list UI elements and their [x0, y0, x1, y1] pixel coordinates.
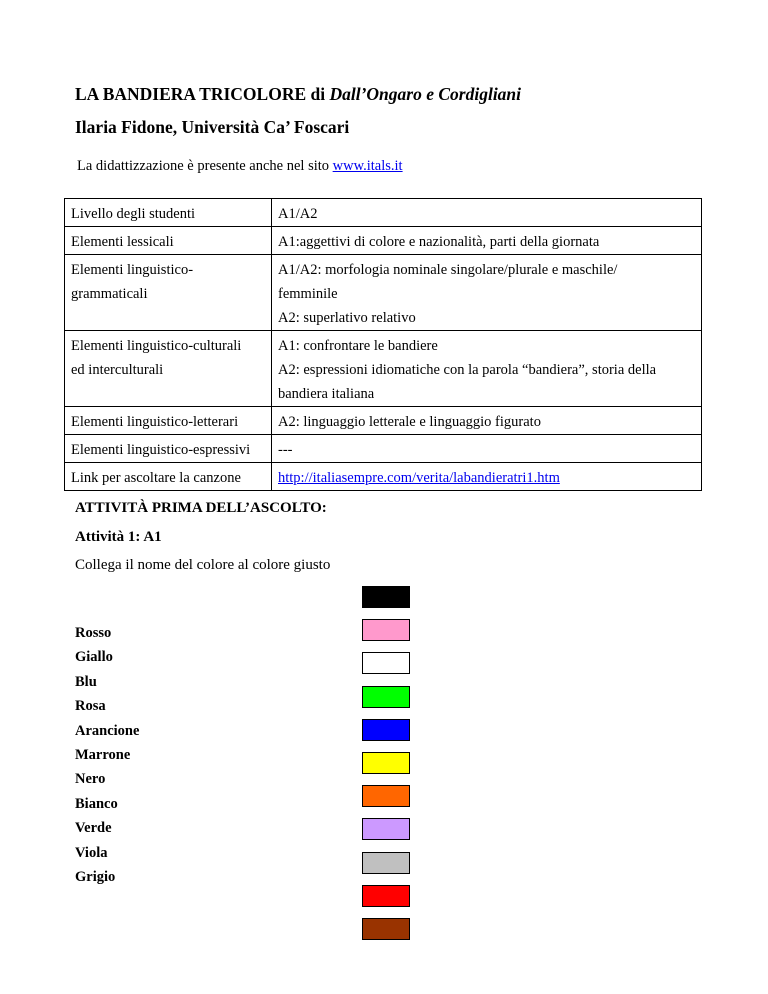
color-name-item: Arancione — [75, 722, 140, 739]
color-name-list — [75, 624, 139, 892]
table-value-text: A2: espressioni idiomatiche con la parola “bandiera”, storia della — [278, 362, 657, 378]
table-label-cell — [65, 199, 272, 227]
site-note-text: La didattizzazione è presente anche nel sito — [77, 158, 333, 174]
table-value-text: A1/A2 — [278, 206, 318, 222]
table-label-text: Elementi linguistico-culturali — [71, 338, 242, 354]
table-label-cell — [65, 331, 272, 407]
table-label-text: Elementi linguistico-espressivi — [71, 442, 251, 458]
table-label-cell — [65, 463, 272, 491]
table-value-cell — [272, 435, 702, 463]
table-value-text: femminile — [278, 286, 338, 302]
table-label-text: Link per ascoltare la canzone — [71, 470, 241, 486]
table-label-cell — [65, 227, 272, 255]
table-value-text: --- — [278, 442, 293, 458]
table-row — [65, 199, 702, 227]
table-row — [65, 255, 702, 331]
color-name-item: Bianco — [75, 795, 118, 812]
table-row — [65, 463, 702, 491]
document-subtitle: Ilaria Fidone, Università Ca’ Foscari — [75, 117, 350, 137]
table-label-cell — [65, 407, 272, 435]
color-swatch-list — [362, 586, 410, 951]
table-value-cell — [272, 407, 702, 435]
table-row — [65, 407, 702, 435]
table-value-text: A1:aggettivi di colore e nazionalità, parti della giornata — [278, 234, 600, 250]
color-swatch — [362, 586, 410, 608]
color-name-item: Nero — [75, 771, 106, 788]
itals-link[interactable]: www.itals.it — [332, 158, 403, 174]
color-swatch — [362, 619, 410, 641]
table-value-text: A2: superlativo relativo — [278, 310, 416, 326]
table-value-text: bandiera italiana — [278, 386, 375, 402]
table-value-cell — [272, 331, 702, 407]
color-swatch — [362, 785, 410, 807]
document-title — [75, 84, 521, 105]
color-name-item: Rosa — [75, 698, 106, 715]
table-value-text: A1/A2: morfologia nominale singolare/plurale e maschile/ — [278, 262, 618, 278]
table-row — [65, 435, 702, 463]
color-swatch — [362, 852, 410, 874]
table-label-text: Elementi lessicali — [71, 234, 174, 250]
table-label-cell — [65, 435, 272, 463]
table-label-text: ed interculturali — [71, 362, 164, 378]
table-row — [65, 331, 702, 407]
table-value-cell — [272, 227, 702, 255]
color-name-item: Rosso — [75, 625, 112, 641]
info-table — [64, 198, 702, 491]
color-swatch — [362, 918, 410, 940]
table-label-text: Elementi linguistico-letterari — [71, 414, 239, 430]
color-swatch — [362, 686, 410, 708]
site-note — [77, 158, 403, 175]
color-name-item: Blu — [75, 673, 97, 690]
table-label-text: grammaticali — [71, 286, 148, 302]
table-label-cell — [65, 255, 272, 331]
color-name-item: Giallo — [75, 649, 113, 666]
song-link[interactable]: http://italiasempre.com/verita/labandieratri1.htm — [278, 470, 560, 486]
title-text: LA BANDIERA TRICOLORE di — [75, 84, 330, 104]
color-name-item: Grigio — [75, 868, 116, 885]
table-label-text: Livello degli studenti — [71, 206, 196, 222]
color-swatch — [362, 818, 410, 840]
title-authors: Dall’Ongaro e Cordigliani — [329, 84, 522, 104]
table-value-cell — [272, 199, 702, 227]
color-name-item: Viola — [75, 844, 108, 861]
activity-instruction: Collega il nome del colore al colore giusto — [75, 557, 331, 573]
color-swatch — [362, 885, 410, 907]
section-heading: ATTIVITÀ PRIMA DELL’ASCOLTO: — [75, 500, 327, 516]
table-label-text: Elementi linguistico- — [71, 262, 194, 278]
color-name-item: Verde — [75, 820, 112, 837]
table-value-text: A1: confrontare le bandiere — [278, 338, 438, 354]
activity-title: Attività 1: A1 — [75, 529, 162, 545]
table-value-text: A2: linguaggio letterale e linguaggio figurato — [278, 414, 541, 430]
table-row — [65, 227, 702, 255]
table-value-cell — [272, 255, 702, 331]
color-swatch — [362, 719, 410, 741]
table-value-cell — [272, 463, 702, 491]
color-swatch — [362, 652, 410, 674]
color-swatch — [362, 752, 410, 774]
color-name-item: Marrone — [75, 746, 131, 763]
